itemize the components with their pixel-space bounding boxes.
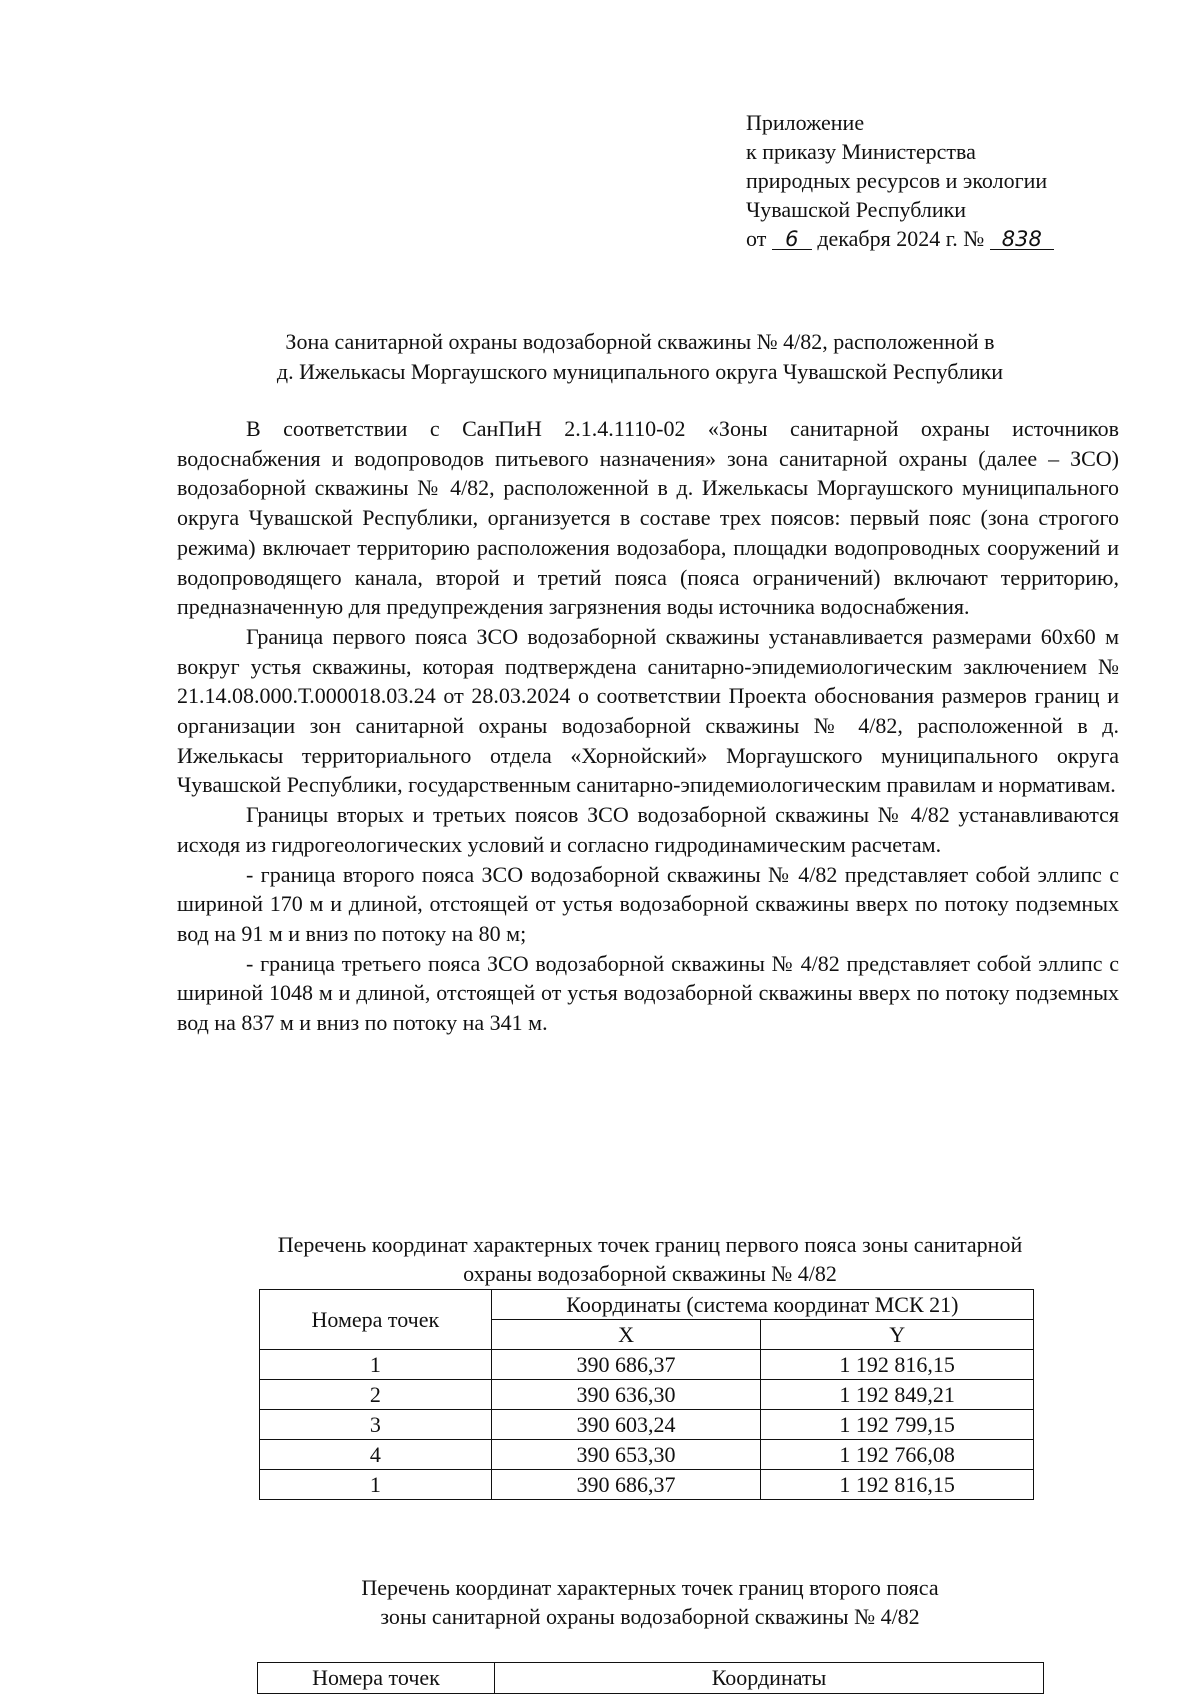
appendix-line-2: к приказу Министерства	[746, 139, 976, 164]
table1-caption-line-1: Перечень координат характерных точек границ первого пояса зоны санитарной	[277, 1232, 1023, 1257]
date-prefix: от	[746, 226, 767, 251]
appendix-line-4: Чувашской Республики	[746, 197, 967, 222]
appendix-line-3: природных ресурсов и экологии	[746, 168, 1048, 193]
table2-caption-line-2: зоны санитарной охраны водозаборной скважины № 4/82	[380, 1604, 920, 1629]
paragraph: Границы вторых и третьих поясов ЗСО водозаборной скважины № 4/82 устанавливаются исходя из гидрогеологических условий и согласно гидродинамическим расчетам.	[177, 802, 1119, 857]
cell-y: 1 192 816,15	[761, 1470, 1034, 1500]
paragraph: - граница третьего пояса ЗСО водозаборной скважины № 4/82 представляет собой эллипс с шириной 1048 м и длиной, отстоящей от устья водозаборной скважины вверх по потоку подземных вод на 837 м и вниз по потоку на 341 м.	[177, 950, 1119, 1036]
coordinates-table-first-belt	[259, 1289, 1034, 1500]
cell-point: 2	[260, 1380, 492, 1410]
cell-point: 1	[260, 1350, 492, 1380]
header-coordinates: Координаты	[711, 1665, 827, 1690]
title-line-2: д. Ижелькасы Моргаушского муниципального округа Чувашской Республики	[276, 359, 1004, 384]
title-line-1: Зона санитарной охраны водозаборной скважины № 4/82, расположенной в	[285, 329, 995, 354]
table2-caption	[170, 1573, 1130, 1631]
handwritten-order-number: 838	[990, 229, 1054, 250]
cell-x: 390 686,37	[491, 1350, 761, 1380]
cell-y: 1 192 766,08	[761, 1440, 1034, 1470]
document-title	[200, 327, 1080, 387]
cell-point: 3	[260, 1410, 492, 1440]
table-row	[260, 1350, 1034, 1380]
paragraph: В соответствии с СанПиН 2.1.4.1110-02 «Зоны санитарной охраны источников водоснабжения и водопроводов питьевого назначения» зона санитарной охраны (далее – ЗСО) водозаборной скважины № 4/82, расположенной в д. Ижелькасы Моргаушского муниципального округа Чувашской Республики, организуется в составе трех поясов: первый пояс (зона строгого режима) включает территорию расположения водозабора, площадки водопроводных сооружений и водопроводящего канала, второй и третий пояса (пояса ограничений) включают территорию, предназначенную для предупреждения загрязнения воды источника водоснабжения.	[177, 416, 1119, 620]
cell-y: 1 192 799,15	[761, 1410, 1034, 1440]
table-row	[260, 1380, 1034, 1410]
cell-x: 390 603,24	[491, 1410, 761, 1440]
table1-caption	[170, 1230, 1130, 1288]
cell-x: 390 686,37	[491, 1470, 761, 1500]
header-x: X	[491, 1320, 761, 1350]
date-rest: декабря 2024 г. №	[817, 226, 985, 251]
table2-caption-line-1: Перечень координат характерных точек границ второго пояса	[361, 1575, 939, 1600]
appendix-date-line	[746, 224, 1054, 253]
handwritten-day: 6	[772, 229, 812, 250]
appendix-line-1: Приложение	[746, 110, 865, 135]
table-row	[260, 1410, 1034, 1440]
appendix-block	[746, 108, 1054, 253]
header-y: Y	[761, 1320, 1034, 1350]
cell-y: 1 192 816,15	[761, 1350, 1034, 1380]
table-row	[260, 1440, 1034, 1470]
header-point-numbers: Номера точек	[260, 1290, 492, 1350]
paragraph: Граница первого пояса ЗСО водозаборной скважины устанавливается размерами 60х60 м вокруг устья скважины, которая подтверждена санитарно-эпидемиологическим заключением № 21.14.08.000.Т.000018.03.24 от 28.03.2024 о соответствии Проекта обоснования размеров границ и организации зон санитарной охраны водозаборной скважины № 4/82, расположенной в д. Ижелькасы территориального отдела «Хорнойский» Моргаушского муниципального округа Чувашской Республики, государственным санитарно-эпидемиологическим правилам и нормативам.	[177, 623, 1119, 798]
cell-x: 390 636,30	[491, 1380, 761, 1410]
table-row	[260, 1470, 1034, 1500]
document-body	[177, 414, 1119, 1038]
cell-y: 1 192 849,21	[761, 1380, 1034, 1410]
coordinates-table-second-belt-header	[257, 1662, 1044, 1694]
table1-caption-line-2: охраны водозаборной скважины № 4/82	[463, 1261, 837, 1286]
header-point-numbers: Номера точек	[258, 1663, 495, 1693]
cell-point: 1	[260, 1470, 492, 1500]
paragraph: - граница второго пояса ЗСО водозаборной скважины № 4/82 представляет собой эллипс с шириной 170 м и длиной, отстоящей от устья водозаборной скважины вверх по потоку подземных вод на 91 м и вниз по потоку на 80 м;	[177, 861, 1119, 946]
cell-point: 4	[260, 1440, 492, 1470]
cell-x: 390 653,30	[491, 1440, 761, 1470]
header-coordinates: Координаты (система координат МСК 21)	[491, 1290, 1033, 1320]
